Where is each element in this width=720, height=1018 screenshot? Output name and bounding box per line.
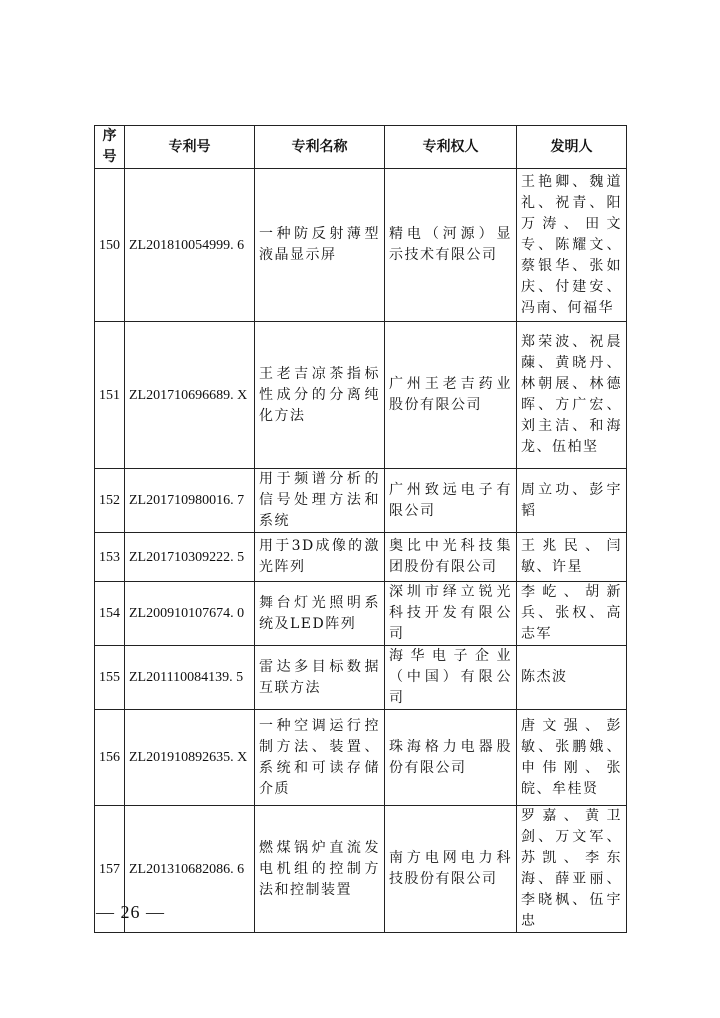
cell-patent-no: ZL201310682086. 6 <box>125 806 255 933</box>
cell-patent-name: 一种防反射薄型液晶显示屏 <box>255 169 385 322</box>
table-row <box>95 710 627 806</box>
cell-seq: 154 <box>95 582 125 646</box>
cell-holder: 深圳市绎立锐光科技开发有限公司 <box>385 582 517 646</box>
cell-holder: 奥比中光科技集团股份有限公司 <box>385 533 517 582</box>
cell-patent-name: 一种空调运行控制方法、装置、系统和可读存储介质 <box>255 710 385 806</box>
cell-seq: 155 <box>95 646 125 710</box>
cell-patent-name: 王老吉凉茶指标性成分的分离纯化方法 <box>255 322 385 469</box>
cell-seq: 152 <box>95 469 125 533</box>
cell-inventors: 王艳卿、魏道礼、祝青、阳万涛、田文专、陈耀文、蔡银华、张如庆、付建安、冯南、何福华 <box>517 169 627 322</box>
cell-patent-name: 用于3D成像的激光阵列 <box>255 533 385 582</box>
table-row <box>95 533 627 582</box>
cell-patent-name: 雷达多目标数据互联方法 <box>255 646 385 710</box>
cell-patent-no: ZL201110084139. 5 <box>125 646 255 710</box>
table-row <box>95 469 627 533</box>
cell-inventors: 李屹、胡新兵、张权、高志军 <box>517 582 627 646</box>
header-inventors: 发明人 <box>517 126 627 169</box>
table-row <box>95 322 627 469</box>
patent-table <box>94 125 627 933</box>
cell-patent-no: ZL201710696689. X <box>125 322 255 469</box>
cell-patent-name: 舞台灯光照明系统及LED阵列 <box>255 582 385 646</box>
cell-inventors: 郑荣波、祝晨蔯、黄晓丹、林朝展、林德晖、方广宏、刘主洁、和海龙、伍柏坚 <box>517 322 627 469</box>
cell-seq: 150 <box>95 169 125 322</box>
cell-inventors: 唐文强、彭敏、张鹏娥、申伟刚、张皖、牟桂贤 <box>517 710 627 806</box>
header-holder: 专利权人 <box>385 126 517 169</box>
cell-inventors: 陈杰波 <box>517 646 627 710</box>
header-patent-name: 专利名称 <box>255 126 385 169</box>
table-row <box>95 169 627 322</box>
table-row <box>95 646 627 710</box>
cell-patent-no: ZL201710980016. 7 <box>125 469 255 533</box>
cell-holder: 珠海格力电器股份有限公司 <box>385 710 517 806</box>
cell-holder: 广州致远电子有限公司 <box>385 469 517 533</box>
cell-holder: 广州王老吉药业股份有限公司 <box>385 322 517 469</box>
table-header-row <box>95 126 627 169</box>
cell-inventors: 罗嘉、黄卫剑、万文军、苏凯、李东海、薛亚丽、李晓枫、伍宇忠 <box>517 806 627 933</box>
table-row <box>95 582 627 646</box>
cell-holder: 精电（河源）显示技术有限公司 <box>385 169 517 322</box>
header-seq: 序号 <box>95 126 125 169</box>
table-row <box>95 806 627 933</box>
header-patent-no: 专利号 <box>125 126 255 169</box>
cell-seq: 157 <box>95 806 125 933</box>
page-number: — 26 — <box>96 902 165 922</box>
cell-patent-name: 用于频谱分析的信号处理方法和系统 <box>255 469 385 533</box>
cell-holder: 海华电子企业（中国）有限公司 <box>385 646 517 710</box>
cell-inventors: 周立功、彭宇韬 <box>517 469 627 533</box>
cell-patent-no: ZL200910107674. 0 <box>125 582 255 646</box>
cell-inventors: 王兆民、闫敏、许星 <box>517 533 627 582</box>
cell-seq: 153 <box>95 533 125 582</box>
cell-patent-no: ZL201810054999. 6 <box>125 169 255 322</box>
cell-seq: 151 <box>95 322 125 469</box>
cell-seq: 156 <box>95 710 125 806</box>
cell-patent-no: ZL201910892635. X <box>125 710 255 806</box>
cell-holder: 南方电网电力科技股份有限公司 <box>385 806 517 933</box>
cell-patent-name: 燃煤锅炉直流发电机组的控制方法和控制装置 <box>255 806 385 933</box>
cell-patent-no: ZL201710309222. 5 <box>125 533 255 582</box>
